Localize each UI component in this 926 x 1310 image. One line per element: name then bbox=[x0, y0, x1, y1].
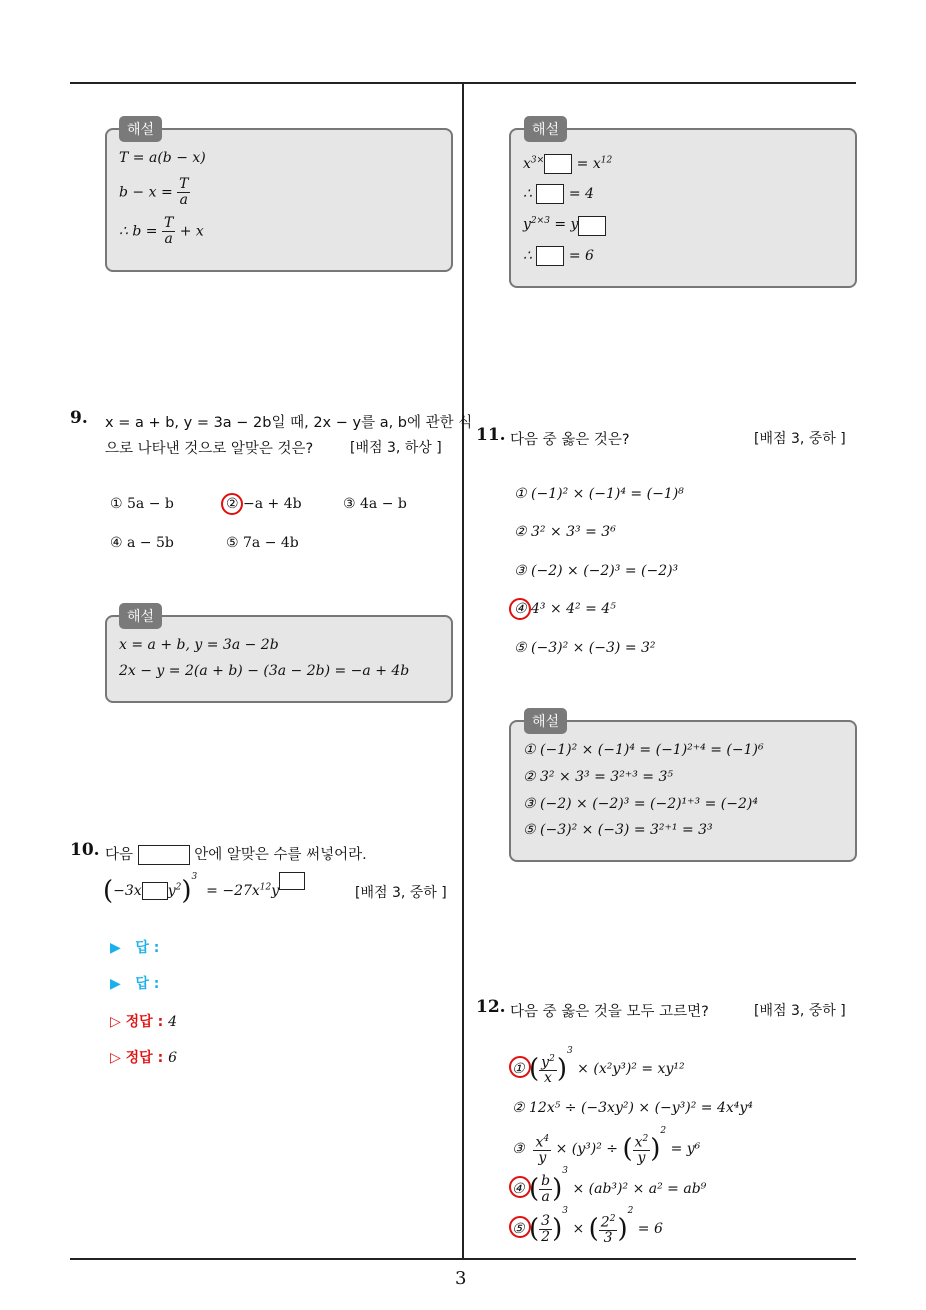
triangle-outline-icon: ▷ bbox=[110, 1014, 121, 1030]
question-number-12: 12. bbox=[476, 997, 506, 1017]
option-4[interactable]: ④ 4³ × 4² = 4⁵ bbox=[514, 601, 616, 617]
option-5[interactable]: ⑤ ( $\frac{3}{2}$ )$^3$ × ( $\frac{2^2}{3}$ )$^2$ = 6 bbox=[512, 1206, 663, 1247]
explanation-tag: 해설 bbox=[524, 708, 567, 734]
question-11-text: 다음 중 옳은 것은? bbox=[510, 432, 630, 448]
explain-line: ③ (−2) × (−2)³ = (−2)¹⁺³ = (−2)⁴ bbox=[523, 796, 758, 812]
option-4[interactable]: ④ ( $\frac{b}{a}$ )$^3$ × (ab³)² × a² = ab⁹ bbox=[512, 1166, 707, 1205]
option-4[interactable]: ④ a − 5b bbox=[110, 535, 174, 551]
score-tag: [배점 3, 중하 ] bbox=[355, 885, 447, 901]
explanation-tag: 해설 bbox=[119, 603, 162, 629]
triangle-outline-icon: ▷ bbox=[110, 1050, 121, 1066]
option-3[interactable]: ③ 4a − b bbox=[343, 496, 407, 512]
score-tag: [배점 3, 중하 ] bbox=[754, 431, 846, 447]
explain-line: ② 3² × 3³ = 3²⁺³ = 3⁵ bbox=[523, 769, 673, 785]
column-divider bbox=[462, 84, 464, 1258]
question-number-11: 11. bbox=[476, 425, 506, 445]
explanation-box-q7 bbox=[509, 128, 857, 288]
option-1[interactable]: ① 5a − b bbox=[110, 496, 174, 512]
question-10-text: 다음 안에 알맞은 수를 써넣어라. bbox=[105, 847, 367, 863]
answer-circle bbox=[509, 1176, 531, 1198]
option-3[interactable]: ③ (−2) × (−2)³ = (−2)³ bbox=[514, 563, 679, 579]
answer-field[interactable]: ▶ 답 : bbox=[110, 940, 160, 956]
explain-line: $y^{2\times 3} = y$ bbox=[523, 216, 606, 236]
score-tag: [배점 3, 중하 ] bbox=[754, 1003, 846, 1019]
answer-circle bbox=[509, 598, 531, 620]
question-9-text: 으로 나타낸 것으로 알맞은 것은? bbox=[105, 441, 314, 457]
option-5[interactable]: ⑤ (−3)² × (−3) = 3² bbox=[514, 640, 656, 656]
explain-line: ∴ = 6 bbox=[523, 248, 594, 264]
score-tag: [배점 3, 하상 ] bbox=[350, 440, 442, 456]
explanation-tag: 해설 bbox=[524, 116, 567, 142]
explain-line: $x^{3\times} = x^{12}$ bbox=[523, 155, 613, 172]
explain-line: ∴ = 4 bbox=[523, 186, 594, 202]
option-2[interactable]: ② 3² × 3³ = 3⁶ bbox=[514, 524, 616, 540]
answer-field[interactable]: ▶ 답 : bbox=[110, 976, 160, 992]
play-icon: ▶ bbox=[110, 940, 121, 956]
explain-line: ∴ b = $\frac{T}{a}$ + x bbox=[119, 215, 204, 247]
question-10-equation: (−3x $y^2)^3 = -27x^{12}y$ bbox=[103, 872, 305, 906]
correct-answer: ▷ 정답 : 4 bbox=[110, 1014, 177, 1030]
answer-circle bbox=[509, 1216, 531, 1238]
option-2[interactable]: ② 12x⁵ ÷ (−3xy²) × (−y³)² = 4x⁴y⁴ bbox=[512, 1100, 753, 1116]
explain-line: 2x − y = 2(a + b) − (3a − 2b) = −a + 4b bbox=[119, 663, 410, 679]
explanation-box-q11 bbox=[509, 720, 857, 862]
option-3[interactable]: ③ $\frac{x^4}{y}$ × (y³)² ÷ ( $\frac{x^2}{y}$ )$^2$ = y⁶ bbox=[512, 1126, 701, 1167]
explanation-box-q8 bbox=[105, 128, 453, 272]
explain-line: ⑤ (−3)² × (−3) = 3²⁺¹ = 3³ bbox=[523, 822, 713, 838]
play-icon: ▶ bbox=[110, 976, 121, 992]
explanation-tag: 해설 bbox=[119, 116, 162, 142]
bottom-rule bbox=[70, 1258, 856, 1260]
explain-line: b − x = $\frac{T}{a}$ bbox=[119, 176, 189, 208]
explain-line: T = a(b − x) bbox=[119, 150, 206, 166]
correct-answer: ▷ 정답 : 6 bbox=[110, 1050, 177, 1066]
option-1[interactable]: ① ( $\frac{y^2}{x}$ )$^3$ × (x²y³)² = xy¹² bbox=[512, 1046, 685, 1087]
question-number-10: 10. bbox=[70, 840, 100, 860]
page-number: 3 bbox=[455, 1268, 467, 1289]
explain-line: ① (−1)² × (−1)⁴ = (−1)²⁺⁴ = (−1)⁶ bbox=[523, 742, 764, 758]
option-5[interactable]: ⑤ 7a − 4b bbox=[226, 535, 299, 551]
option-1[interactable]: ① (−1)² × (−1)⁴ = (−1)⁸ bbox=[514, 486, 684, 502]
option-2[interactable]: ② −a + 4b bbox=[226, 496, 302, 512]
answer-circle bbox=[221, 493, 243, 515]
explain-line: x = a + b, y = 3a − 2b bbox=[119, 637, 279, 653]
question-9-text: x = a + b, y = 3a − 2b일 때, 2x − y를 a, b에 관한 식 bbox=[105, 415, 473, 431]
answer-circle bbox=[509, 1056, 531, 1078]
question-12-text: 다음 중 옳은 것을 모두 고르면? bbox=[510, 1004, 709, 1020]
question-number-9: 9. bbox=[70, 408, 88, 428]
